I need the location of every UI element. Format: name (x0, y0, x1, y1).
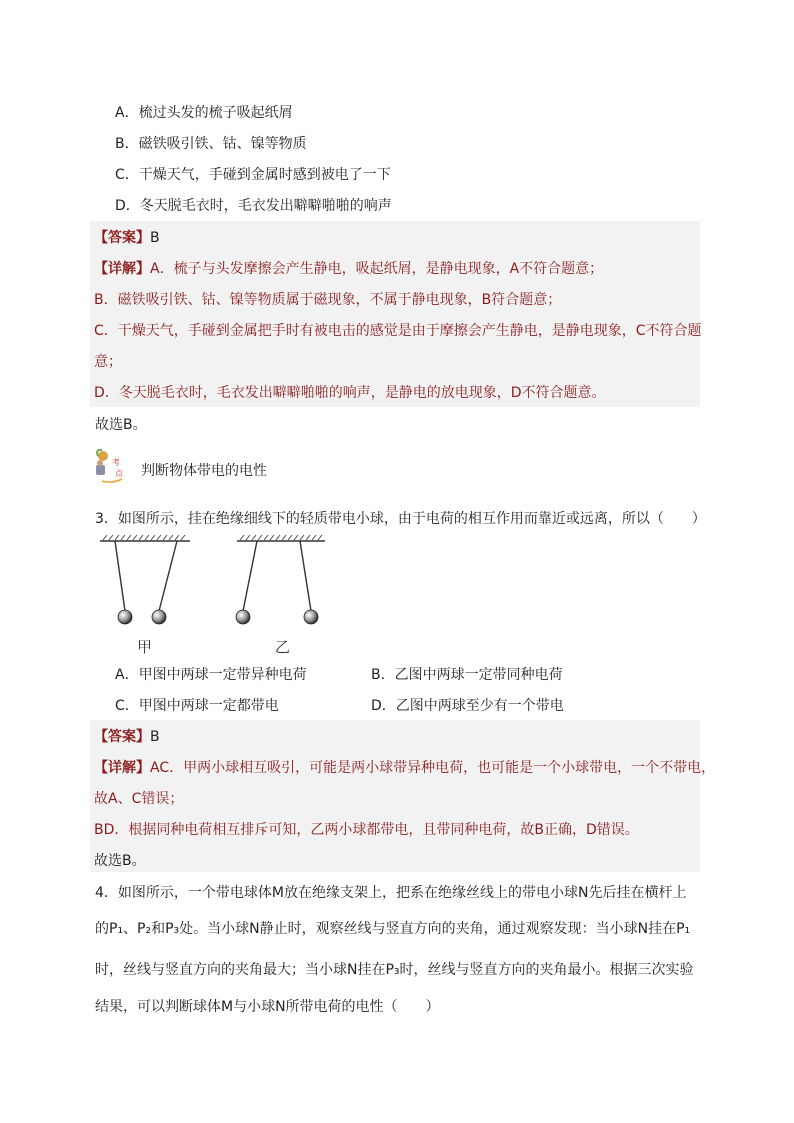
q3-figure (95, 533, 335, 658)
pendulum-diagram (95, 533, 335, 633)
q3-option-d: D．乙图中两球至少有一个带电 (371, 698, 564, 714)
answer-tag: 【答案】 (94, 729, 150, 745)
answer-tag: 【答案】 (94, 230, 150, 246)
icon-char-bottom: 点 (115, 469, 123, 478)
q2-option-b: B．磁铁吸引铁、钴、镍等物质 (115, 136, 307, 152)
q2-answer-block (90, 221, 700, 407)
q2-option-d: D．冬天脱毛衣时，毛衣发出噼噼啪啪的响声 (115, 198, 392, 214)
q3-option-a: A．甲图中两球一定带异种电荷 (115, 667, 307, 683)
q3-stem: 3．如图所示，挂在绝缘细线下的轻质带电小球，由于电荷的相互作用而靠近或远离，所以（ ） (95, 511, 706, 527)
q2-detail-line-4: 意； (94, 354, 122, 370)
q4-line-2: 的P₁、P₂和P₃处。当小球N静止时，观察丝线与竖直方向的夹角，通过观察发现：当小球N挂在P₁ (95, 921, 691, 937)
q3-detail-line-3: BD．根据同种电荷相互排斥可知，乙两小球都带电，且带同种电荷，故B正确，D错误。 (94, 822, 639, 838)
q2-option-c: C．干燥天气，手碰到金属时感到被电了一下 (115, 167, 391, 183)
q2-answer-line (94, 227, 160, 247)
q2-detail-line-1: 【详解】A．梳子与头发摩擦会产生静电，吸起纸屑，是静电现象，A不符合题意； (94, 261, 604, 277)
q2-option-a: A．梳过头发的梳子吸起纸屑 (115, 105, 293, 121)
q3-conclusion: 故选B。 (94, 853, 146, 869)
q3-detail-line-2: 故A、C错误； (94, 791, 184, 807)
q2-conclusion: 故选B。 (95, 417, 147, 433)
q2-detail-line-2: B．磁铁吸引铁、钴、镍等物质属于磁现象，不属于静电现象，B符合题意； (94, 292, 562, 308)
q3-option-c: C．甲图中两球一定都带电 (115, 698, 279, 714)
q2-detail-line-3: C．干燥天气，手碰到金属把手时有被电击的感觉是由于摩擦会产生静电，是静电现象，C不符合题 (94, 323, 702, 339)
detail-tag: 【详解】 (94, 261, 150, 277)
q3-option-b: B．乙图中两球一定带同种电荷 (371, 667, 563, 683)
q4-line-1: 4．如图所示，一个带电球体M放在绝缘支架上，把系在绝缘丝线上的带电小球N先后挂在横杆上 (95, 885, 687, 901)
q3-detail-line-1: 【详解】AC．甲两小球相互吸引，可能是两小球带异种电荷，也可能是一个小球带电，一个不带电， (94, 760, 716, 776)
kaodian-icon (92, 447, 130, 485)
detail-tag: 【详解】 (94, 760, 150, 776)
section-title: 判断物体带电的电性 (141, 463, 267, 479)
answer-value: B (150, 729, 160, 745)
q4-line-4: 结果，可以判断球体M与小球N所带电荷的电性（ ） (95, 999, 440, 1015)
answer-value: B (150, 230, 160, 246)
q4-line-3: 时，丝线与竖直方向的夹角最大；当小球N挂在P₃时，丝线与竖直方向的夹角最小。根据三次实验 (95, 962, 694, 978)
q2-detail-line-5: D．冬天脱毛衣时，毛衣发出噼噼啪啪的响声，是静电的放电现象，D不符合题意。 (94, 385, 606, 401)
figure-label-jia: 甲 (137, 638, 153, 656)
figure-label-yi: 乙 (275, 638, 291, 656)
q3-answer-block (90, 720, 716, 872)
q3-answer-line (94, 726, 160, 746)
icon-char-top: 考 (112, 458, 120, 467)
